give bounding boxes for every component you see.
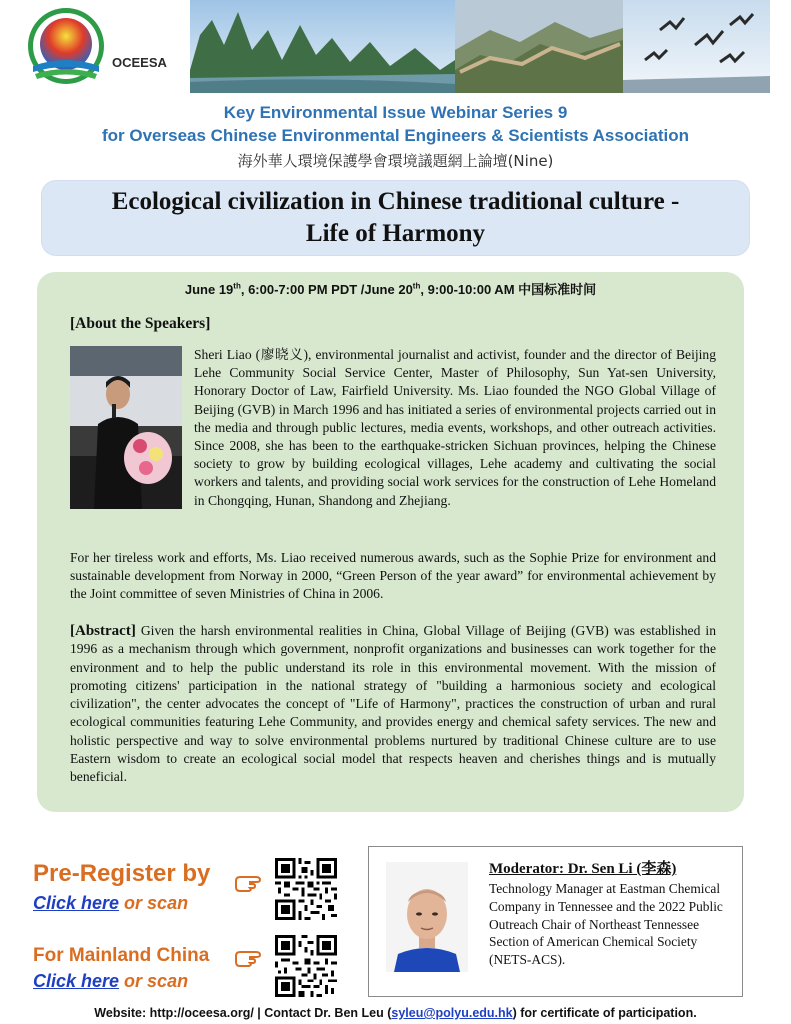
moderator-heading: Moderator: Dr. Sen Li (李森) <box>489 861 677 877</box>
abstract-text: Given the harsh environmental realities in China, Global Village of Beijing (GVB) was established in 1996 as a mechanism through which government, nonprofit organizations and businesses can work together for the environment and to help the public understand its role in this environmental movement. With the mission of promoting citizens' participation in the national strategy of "building a harmonious society and ecological civilization", the center advocates the concept of "Life of Harmony", practices the construction of urban and rural ecological communities featuring Lehe Community, and provides energy and chemical safety services. The new and holistic perspective and way to solve environmental problems nurtured by traditional Chinese culture are to use Eastern wisdom to create an ecological social model that respects heaven and cherishes things and is mutually beneficial. <box>70 623 716 785</box>
series-title-chinese: 海外華人環境保護學會環境議題網上論壇(Nine) <box>237 152 554 170</box>
pre-register-heading: Pre-Register by <box>33 860 211 887</box>
header-banner-image <box>190 0 770 93</box>
webinar-title <box>42 186 749 250</box>
logo-text: OCEESA <box>112 55 167 70</box>
title-line2: Life of Harmony <box>305 220 486 247</box>
register-link[interactable]: Click here <box>33 893 120 913</box>
title-line1: Ecological civilization in Chinese traditional culture - <box>111 188 680 215</box>
bio-photo-spacer <box>70 346 182 512</box>
speaker-awards: For her tireless work and efforts, Ms. Liao received numerous awards, such as the Sophie Prize for environment and sustainable development from Norway in 2000, “Green Person of the year award” for environmental achievement by the Joint committee of seven Ministries of China in 2006. <box>70 550 716 602</box>
series-title-line2: for Overseas Chinese Environmental Engineers & Scientists Association <box>101 126 689 145</box>
speaker-bio-text: Sheri Liao (廖晓义), environmental journalist and activist, founder and the director of Beijing Lehe Community Social Service Center, Master of Philosophy, Sun Yat-sen University, Honorary Doctor of Law, Fairfield University. Ms. Liao founded the NGO Global Village of Beijing (GVB) in March 1996 and has initiated a series of environmental projects carried out in the media and through public lectures, media events, workshops, and other outreach activities. Since 2008, she has been to the earthquake-stricken Sichuan provinces, helping the Chinese society to grow by building ecological villages, Lehe academy and cultivating the social workers and talents, and providing social work services for the construction of Lehe Homeland in Chongqing, Hunan, Shandong and Zhejiang. <box>194 347 716 508</box>
mainland-register-line: Click here or scan <box>33 971 189 991</box>
register-line: Click here or scan <box>33 893 189 913</box>
pointing-hand-icon <box>234 948 266 970</box>
oceesa-logo <box>25 6 107 90</box>
event-date: June 19th, 6:00-7:00 PM PDT /June 20th, 9:00-10:00 AM 中国标准时间 <box>184 281 597 297</box>
abstract <box>70 622 716 787</box>
abstract-heading: [Abstract] <box>70 623 136 639</box>
website-url[interactable]: http://oceesa.org/ <box>149 1006 254 1020</box>
moderator-description: Technology Manager at Eastman Chemical Company in Tennessee and the 2022 Public Outreach Chair of Northeast Tennessee Section of American Chemical Society (NETS-ACS). <box>489 881 723 968</box>
series-title-line1: Key Environmental Issue Webinar Series 9 <box>223 103 568 122</box>
speaker-bio <box>70 346 716 512</box>
speakers-heading: [About the Speakers] <box>70 315 211 332</box>
footer-contact: Website: http://oceesa.org/ | Contact Dr. Ben Leu (syleu@polyu.edu.hk) for certificate of participation. <box>94 1006 697 1020</box>
moderator-photo <box>386 862 468 972</box>
mainland-qr-code[interactable] <box>275 935 337 997</box>
pointing-hand-icon <box>234 873 266 895</box>
mainland-heading: For Mainland China <box>33 945 210 966</box>
contact-email-link[interactable]: syleu@polyu.edu.hk <box>391 1006 513 1020</box>
register-qr-code[interactable] <box>275 858 337 920</box>
mainland-register-link[interactable]: Click here <box>33 971 120 991</box>
